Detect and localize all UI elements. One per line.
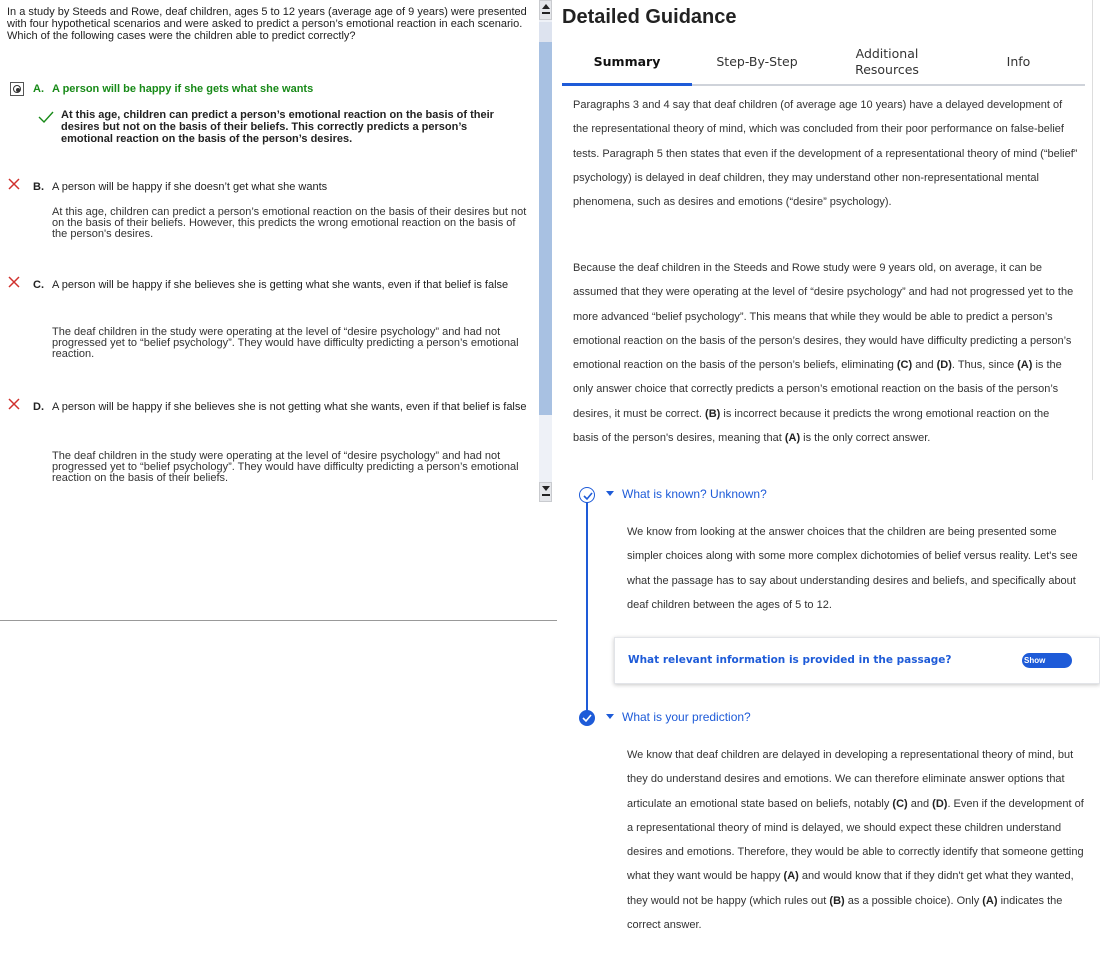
caret-down-icon[interactable] bbox=[606, 714, 614, 719]
summary-paragraph: Paragraphs 3 and 4 say that deaf children (of average age 10 years) have a delayed development of the representational theory of mind, which was concluded from their poor performance on false-belief tests. Paragraph 5 then states that even if the development of a representational theory of mind (“belief” psychology) is delayed in deaf children, they may understand other non-representational mental phenomena, such as desires and emotions (“desire” psychology). bbox=[573, 99, 1078, 209]
tab-summary[interactable]: Summary bbox=[562, 40, 692, 86]
step-body: We know from looking at the answer choices that the children are being presented some simpler choices along with some more complex dichotomies of belief versus reality. Let's see what the passage has to say about understanding desires and beliefs, and specifically about deaf children between the ages of 5 to 12. bbox=[627, 526, 1078, 611]
scroll-down-arrow-icon[interactable] bbox=[539, 482, 552, 502]
option-letter: B. bbox=[33, 181, 44, 193]
option-explanation: The deaf children in the study were operating at the level of “desire psychology” and had not progressed yet to “belief psychology”. They would have difficulty predicting a person’s emotional reaction on the basis of their beliefs. bbox=[52, 450, 519, 484]
guidance-title: Detailed Guidance bbox=[562, 6, 737, 28]
step-check-outline-icon bbox=[579, 487, 595, 503]
summary-paragraph: Because the deaf children in the Steeds and Rowe study were 9 years old, on average, it can be assumed that they were operating at the level of “desire psychology” and had not progressed yet to the more advanced “belief psychology”. This means that while they would be able to predict a person’s emotional reaction on the basis of the person’s desires, they would have difficulty predicting a person’s emotional reaction on the basis of the person’s beliefs, eliminating (C) and (D). Thus, since (A) is the only answer choice that correctly predicts a person’s emotional reaction on the basis of the person’s desires, it must be correct. (B) is incorrect because it predicts the wrong emotional reaction on the basis of the person's desires, meaning that (A) is the only correct answer. bbox=[573, 262, 1074, 445]
question-stem: In a study by Steeds and Rowe, deaf children, ages 5 to 12 years (average age of 9 years) were presented with four hypothetical scenarios and were asked to predict a person’s emotional reaction in each scenario. Which of the following cases were the children able to predict correctly? bbox=[7, 6, 527, 42]
incorrect-x-icon bbox=[8, 276, 20, 292]
right-edge-divider bbox=[1092, 0, 1093, 480]
option-label: A person will be happy if she doesn’t get what she wants bbox=[52, 181, 328, 193]
option-letter: D. bbox=[33, 401, 44, 413]
option-label: A person will be happy if she believes she is not getting what she wants, even if that belief is false bbox=[52, 401, 527, 413]
step-check-filled-icon bbox=[579, 710, 595, 726]
guidance-pane bbox=[562, 0, 1100, 967]
relevant-info-label: What relevant information is provided in the passage? bbox=[628, 654, 952, 666]
show-button[interactable]: Show bbox=[1022, 653, 1072, 668]
incorrect-x-icon bbox=[8, 178, 20, 194]
step-timeline-line bbox=[586, 500, 588, 718]
option-explanation: At this age, children can predict a person’s emotional reaction on the basis of their desires but not on the basis of their beliefs. This correctly predicts a person’s emotional reaction on the basis of the person’s desires. bbox=[61, 109, 494, 145]
question-pane bbox=[0, 0, 538, 620]
scroll-thumb[interactable] bbox=[539, 42, 552, 415]
checkmark-icon bbox=[38, 110, 54, 128]
tab-step-by-step[interactable]: Step-By-Step bbox=[716, 54, 798, 69]
step-title[interactable]: What is known? Unknown? bbox=[622, 487, 767, 501]
option-explanation: The deaf children in the study were operating at the level of “desire psychology” and had not progressed yet to “belief psychology”. They would have difficulty predicting a person’s emotional reaction. bbox=[52, 326, 519, 360]
pane-divider bbox=[0, 620, 557, 621]
scroll-track[interactable] bbox=[539, 22, 552, 42]
option-letter: A. bbox=[33, 83, 44, 95]
left-pane-scrollbar[interactable] bbox=[539, 0, 552, 502]
step-title[interactable]: What is your prediction? bbox=[622, 710, 751, 724]
option-letter: C. bbox=[33, 279, 44, 291]
incorrect-x-icon bbox=[8, 398, 20, 414]
radio-selected-icon[interactable] bbox=[10, 82, 24, 96]
step-body: We know that deaf children are delayed in developing a representational theory of mind, but they do understand desires and emotions. We can therefore eliminate answer options that articulate an emotional state based on beliefs, notably (C) and (D). Even if the development of a representational theory of mind is delayed, we should expect these children understand desires and emotions. Therefore, they would be able to correctly identify that someone getting what they want would be happy (A) and would know that if they didn't get what they wanted, they would not be happy (which rules out (B) as a possible choice). Only (A) indicates the correct answer. bbox=[627, 749, 1084, 932]
tab-additional-resources[interactable]: Additional Resources bbox=[855, 46, 919, 77]
option-explanation: At this age, children can predict a person’s emotional reaction on the basis of their desires but not on the basis of their beliefs. However, this predicts the wrong emotional reaction on the basis of the person's desires. bbox=[52, 206, 527, 240]
relevant-info-card bbox=[614, 637, 1100, 684]
option-label: A person will be happy if she believes she is getting what she wants, even if that belief is false bbox=[52, 279, 509, 291]
caret-down-icon[interactable] bbox=[606, 491, 614, 496]
guidance-tabs bbox=[562, 40, 1085, 86]
scroll-up-arrow-icon[interactable] bbox=[539, 0, 552, 20]
tab-info[interactable]: Info bbox=[1006, 54, 1031, 69]
option-label: A person will be happy if she gets what she wants bbox=[52, 83, 314, 95]
